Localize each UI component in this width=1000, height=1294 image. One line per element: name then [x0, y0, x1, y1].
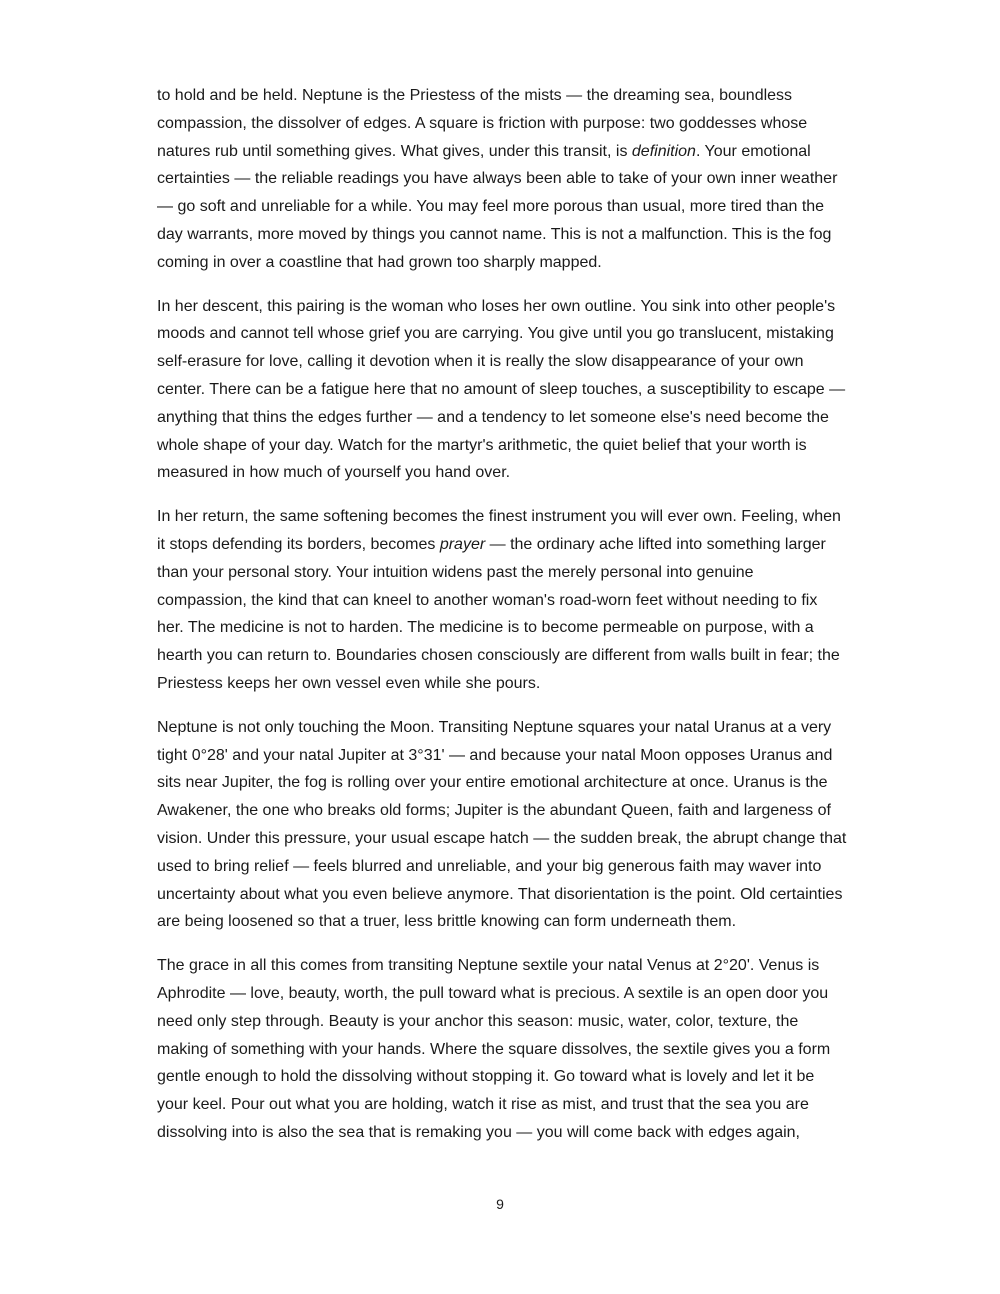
paragraph-4-text: Neptune is not only touching the Moon. Transiting Neptune squares your natal Uranus at a very tight 0°28' and your natal Jupiter at 3°31' — and because your natal Moon opposes Uranus and sits near Jupiter, the fog is rolling over your entire emotional architecture at once. Uranus is the Awakener, the one who breaks old forms; Jupiter is the abundant Queen, faith and largeness of vision. Under this pressure, your usual escape hatch — the sudden break, the abrupt change that used to bring relief — feels blurred and unreliable, and your big generous faith may waver into uncertainty about what you even believe anymore. That disorientation is the point. Old certainties are being loosened so that a truer, less brittle knowing can form underneath them.: [157, 718, 847, 931]
paragraph-2: [157, 293, 847, 488]
paragraph-5-text: The grace in all this comes from transiting Neptune sextile your natal Venus at 2°20'. Venus is Aphrodite — love, beauty, worth, the pull toward what is precious. A sextile is an open door you need only step through. Beauty is your anchor this season: music, water, color, texture, the making of something with your hands. Where the square dissolves, the sextile gives you a form gentle enough to hold the dissolving without stopping it. Go toward what is lovely and let it be your keel. Pour out what you are holding, watch it rise as mist, and trust that the sea you are dissolving into is also the sea that is remaking you — you will come back with edges again,: [157, 957, 831, 1141]
paragraph-1-text-1: to hold and be held. Neptune is the Priestess of the mists — the dreaming sea, boundless compassion, the dissolver of edges. A square is friction with purpose: two goddesses whose natures rub until something gives. What gives, under this transit, is: [157, 87, 808, 160]
paragraph-3: [157, 503, 847, 698]
paragraph-2-text: In her descent, this pairing is the woman who loses her own outline. You sink into other people's moods and cannot tell whose grief you are carrying. You give until you go translucent, mistaking self-erasure for love, calling it devotion when it is really the slow disappearance of your own center. There can be a fatigue here that no amount of sleep touches, a susceptibility to escape — anything that thins the edges further — and a tendency to let someone else's need become the whole shape of your day. Watch for the martyr's arithmetic, the quiet belief that your worth is measured in how much of yourself you hand over.: [157, 297, 846, 482]
paragraph-5: [157, 952, 847, 1147]
page-number: 9: [496, 1196, 504, 1212]
page-body: [157, 82, 847, 1163]
paragraph-1-text-2: . Your emotional certainties — the reliable readings you have always been able to take of your own inner weather — go soft and unreliable for a while. You may feel more porous than usual, more tired than the day warrants, more moved by things you cannot name. This is not a malfunction. This is the fog coming in over a coastline that had grown too sharply mapped.: [157, 142, 838, 271]
paragraph-4: [157, 714, 847, 936]
paragraph-3-text-2: — the ordinary ache lifted into something larger than your personal story. Your intuition widens past the merely personal into genuine compassion, the kind that can kneel to another woman's road-worn feet without needing to fix her. The medicine is not to harden. The medicine is to become permeable on purpose, with a hearth you can return to. Boundaries chosen consciously are different from walls built in fear; the Priestess keeps her own vessel even while she pours.: [157, 535, 840, 692]
paragraph-3-text-1: In her return, the same softening becomes the finest instrument you will ever own. Feeling, when it stops defending its borders, becomes: [157, 508, 841, 553]
paragraph-1: [157, 82, 847, 277]
paragraph-1-emphasis: definition: [631, 142, 696, 160]
paragraph-3-emphasis: prayer: [439, 535, 486, 553]
